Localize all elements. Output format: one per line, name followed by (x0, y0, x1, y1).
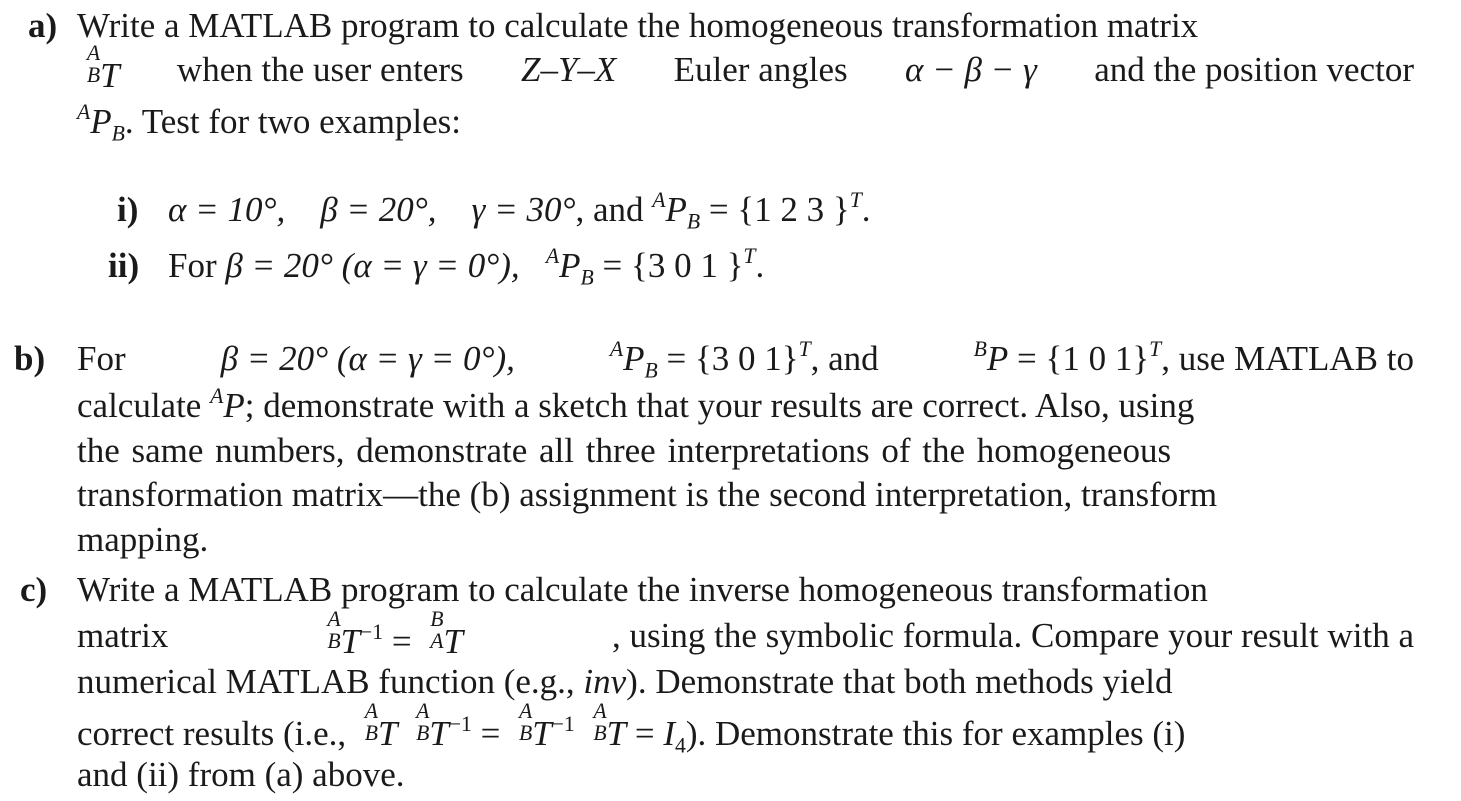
part-b-line-2 (77, 383, 1414, 425)
part-c-line-1: Write a MATLAB program to calculate the inverse homogeneous transformation (77, 570, 1208, 609)
example-i-beta: β = 20°, (320, 190, 437, 229)
identity-equation: A B T A B $T^{-1}$ = A B $T^{-1}$ A B $T = I_4$ (364, 698, 686, 758)
part-a-line-2 (77, 40, 1414, 95)
part-c-line-3-text-2: ). Demonstrate that both methods yield (626, 662, 1173, 701)
part-c-line-4-text-2: ). Demonstrate this for examples (i) (685, 714, 1186, 753)
part-b-AP-sup: A (210, 383, 224, 408)
part-c-line-2-text-2: , using the symbolic formula. Compare your result with a (612, 616, 1414, 655)
part-b-AP: P (223, 386, 245, 425)
part-a-line-2-text-1: when the user enters (176, 50, 464, 89)
example-i-gamma: γ = 30° (471, 190, 576, 229)
example-i-vector: $^AP_B = \{1$ 2 3 }$^T$. (652, 187, 871, 234)
part-b-condition: β = 20° (α = γ = 0°), (220, 339, 515, 378)
part-b-line-3: the same numbers, demonstrate all three interpretations of the homogeneous (77, 431, 1172, 470)
part-c-line-3 (77, 664, 1414, 699)
example-ii-label: ii) (108, 246, 140, 285)
part-a-line-2-text-2: Euler angles (673, 50, 848, 89)
part-a-line-3-text: . Test for two examples: (124, 102, 462, 141)
part-c-line-3-text-1: numerical MATLAB function (e.g., (77, 662, 575, 701)
part-c-line-5: and (ii) from (a) above. (77, 755, 405, 794)
inv-function: inv (583, 662, 627, 701)
part-a-line-3 (77, 99, 462, 146)
part-c-line-4 (77, 698, 1414, 758)
example-ii-condition: β = 20° (α = γ = 0°), (225, 246, 520, 285)
part-c-line-2-text-1: matrix (77, 616, 169, 655)
part-b-line-2-text-1: calculate (77, 386, 202, 425)
part-c-label: c) (20, 570, 48, 609)
example-i-label: i) (117, 190, 139, 229)
part-c-line-2 (77, 606, 1414, 661)
part-a-line-1 (77, 8, 1414, 43)
part-b-vector-BP: $^B$P = {1 0 1}$^T$, use MATLAB to (973, 336, 1414, 378)
part-b-line-2-text-2: ; demonstrate with a sketch that your results are correct. Also, using (244, 386, 1195, 425)
part-b-line-1 (77, 336, 1414, 383)
part-b-line-4: transformation matrix—the (b) assignment is the second interpretation, transform (77, 475, 1218, 514)
example-ii-vector: $^AP_B = \{3$ 0 1 }$^T$. (545, 243, 765, 290)
transform-symbol-ABT: A B T (86, 40, 120, 95)
euler-angles: α − β − γ (904, 50, 1037, 89)
example-i-alpha: α = 10°, (168, 190, 286, 229)
part-b-vector-APB: $^AP_B = \{3$ 0 1}$^T$, and (609, 336, 879, 383)
part-a-line-1-text: Write a MATLAB program to calculate the homogeneous transformation matrix (77, 6, 1199, 45)
example-ii (168, 243, 765, 290)
part-c-line-4-text-1: correct results (i.e., (77, 714, 347, 753)
example-i (168, 187, 871, 234)
example-ii-prefix: For (168, 246, 217, 285)
position-vector-APB: $^AP_B$ (77, 99, 125, 146)
part-a-line-2-text-3: and the position vector (1094, 50, 1414, 89)
euler-sequence: Z–Y–X (520, 50, 617, 89)
inverse-transform-ABT: A B $T^{-1}$ = B A T (327, 606, 463, 661)
example-i-conj: , and (575, 190, 644, 229)
part-b-label: b) (14, 339, 46, 378)
part-b-prefix: For (77, 339, 126, 378)
part-b-line-5: mapping. (77, 520, 209, 559)
part-a-label: a) (28, 6, 58, 45)
